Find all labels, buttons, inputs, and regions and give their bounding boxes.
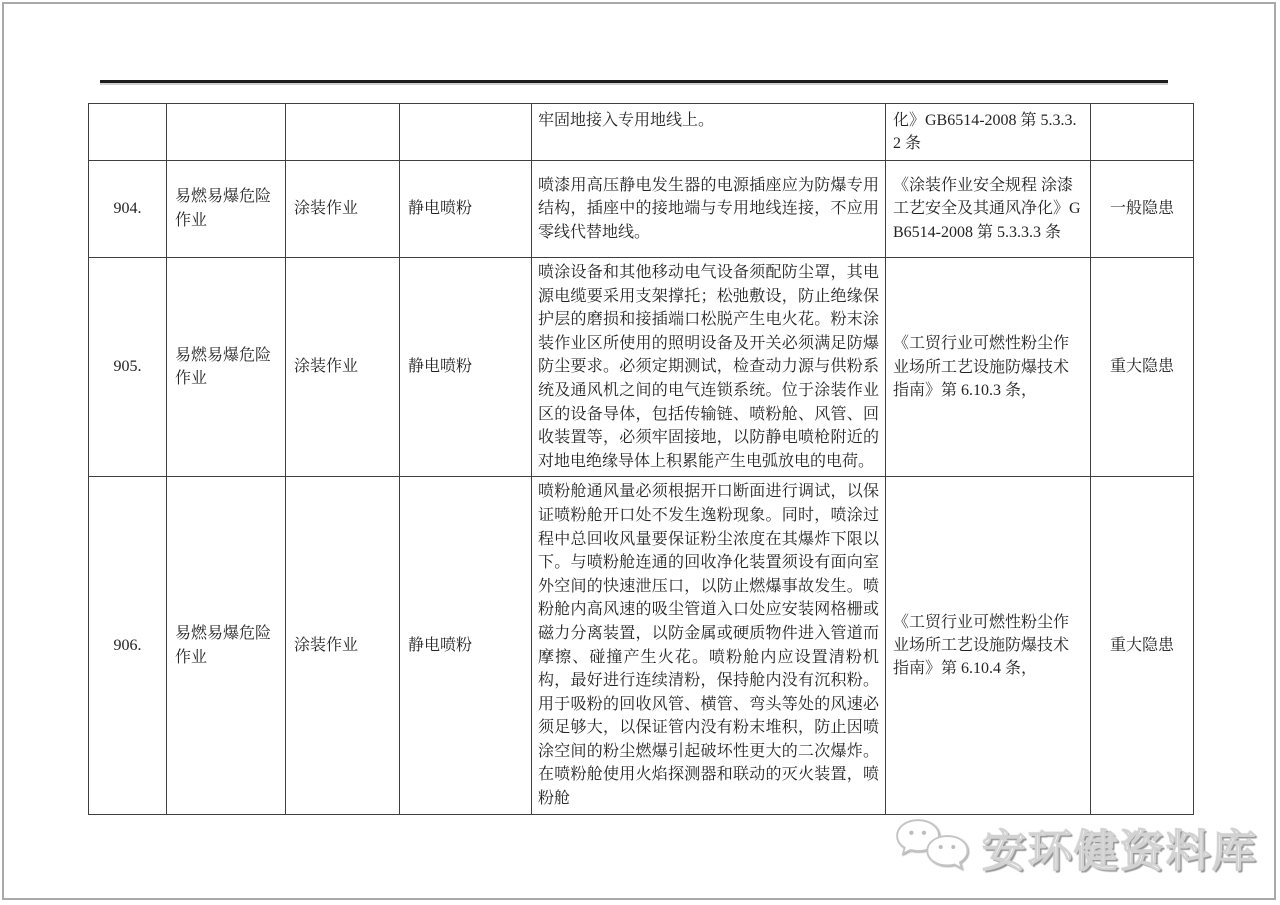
cell-operation: 涂装作业 — [286, 477, 400, 814]
cell-category: 易燃易爆危险作业 — [167, 258, 286, 477]
cell-basis: 《工贸行业可燃性粉尘作业场所工艺设施防爆技术指南》第 6.10.3 条， — [886, 258, 1091, 477]
cell-subcategory: 静电喷粉 — [400, 258, 532, 477]
cell-category: 易燃易爆危险作业 — [167, 161, 286, 258]
cell-category: 易燃易爆危险作业 — [167, 477, 286, 814]
hazard-table — [88, 103, 1194, 815]
watermark — [892, 815, 1258, 879]
cell-seq-no: 905. — [89, 258, 167, 477]
cell-description: 牢固地接入专用地线上。 — [532, 104, 886, 161]
cell-operation: 涂装作业 — [286, 258, 400, 477]
cell-operation: 涂装作业 — [286, 161, 400, 258]
table-row — [89, 161, 1194, 258]
watermark-text: 安环健资料库 — [982, 827, 1258, 876]
cell-hazard-level: 重大隐患 — [1091, 258, 1194, 477]
cell-description: 喷涂设备和其他移动电气设备须配防尘罩，其电源电缆要采用支架撑托；松弛敷设，防止绝缘保护层的磨损和接插端口松脱产生电火花。粉末涂装作业区所使用的照明设备及开关必须满足防爆防尘要求。必须定期测试，检查动力源与供粉系统及通风机之间的电气连锁系统。位于涂装作业区的设备导体，包括传输链、喷粉舱、风管、回收装置等，必须牢固接地，以防静电喷枪附近的对地电绝缘导体上积累能产生电弧放电的电荷。 — [532, 258, 886, 477]
table-row — [89, 258, 1194, 477]
cell-description: 喷漆用高压静电发生器的电源插座应为防爆专用结构，插座中的接地端与专用地线连接，不应用零线代替地线。 — [532, 161, 886, 258]
cell-subcategory — [400, 104, 532, 161]
cell-description: 喷粉舱通风量必须根据开口断面进行调试，以保证喷粉舱开口处不发生逸粉现象。同时，喷涂过程中总回收风量要保证粉尘浓度在其爆炸下限以下。与喷粉舱连通的回收净化装置须设有面向室外空间的快速泄压口，以防止燃爆事故发生。喷粉舱内高风速的吸尘管道入口处应安装网格栅或磁力分离装置，以防金属或硬质物件进入管道而摩擦、碰撞产生火花。喷粉舱内应设置清粉机构，最好进行连续清粉，保持舱内没有沉积粉。用于吸粉的回收风管、横管、弯头等处的风速必须足够大，以保证管内没有粉末堆积，防止因喷涂空间的粉尘燃爆引起破坏性更大的二次爆炸。在喷粉舱使用火焰探测器和联动的灭火装置，喷粉舱 — [532, 477, 886, 814]
cell-subcategory: 静电喷粉 — [400, 161, 532, 258]
cell-basis: 化》GB6514-2008 第 5.3.3.2 条 — [886, 104, 1091, 161]
cell-subcategory: 静电喷粉 — [400, 477, 532, 814]
cell-hazard-level — [1091, 104, 1194, 161]
table-row — [89, 477, 1194, 814]
cell-hazard-level: 一般隐患 — [1091, 161, 1194, 258]
cell-seq-no: 904. — [89, 161, 167, 258]
cell-basis: 《涂装作业安全规程 涂漆工艺安全及其通风净化》GB6514-2008 第 5.3.3.3 条 — [886, 161, 1091, 258]
cell-seq-no — [89, 104, 167, 161]
wechat-icon — [892, 816, 976, 878]
table-row — [89, 104, 1194, 161]
header-divider-rule — [100, 80, 1168, 83]
cell-operation — [286, 104, 400, 161]
cell-hazard-level: 重大隐患 — [1091, 477, 1194, 814]
cell-seq-no: 906. — [89, 477, 167, 814]
cell-basis: 《工贸行业可燃性粉尘作业场所工艺设施防爆技术指南》第 6.10.4 条， — [886, 477, 1091, 814]
cell-category — [167, 104, 286, 161]
